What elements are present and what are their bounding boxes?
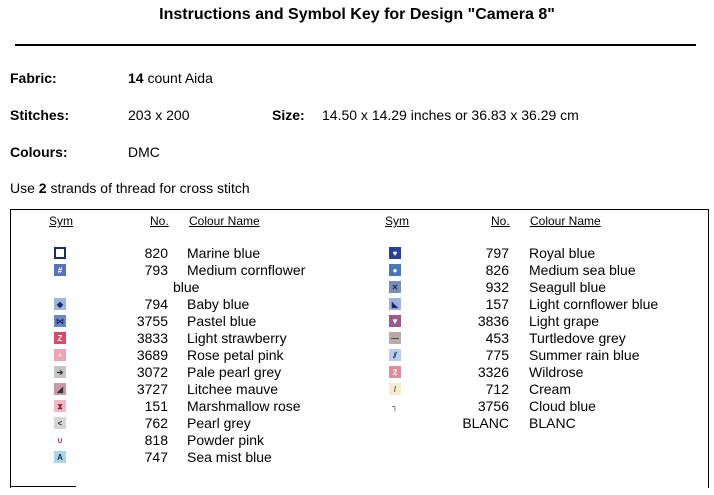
thread-number: 3072 (136, 364, 168, 380)
heart-icon: ♥ (389, 247, 401, 259)
hourglass-icon: ⧗ (54, 400, 66, 412)
thread-number: 157 (485, 296, 509, 312)
header-sym-left: Sym (49, 214, 73, 228)
stitches-label: Stitches: (10, 107, 70, 123)
thread-number: 3756 (477, 398, 509, 414)
thread-number: 3836 (477, 313, 509, 329)
key-row (0, 279, 714, 296)
diamond-icon: ◆ (54, 298, 66, 310)
instruction-note (10, 180, 250, 196)
key-row (0, 415, 714, 432)
table-bottom-rule (10, 486, 76, 487)
colour-name: Light cornflower blue (529, 296, 659, 312)
thread-number: 453 (485, 330, 509, 346)
colour-name: Seagull blue (529, 279, 607, 295)
thread-number: 775 (485, 347, 509, 363)
header-no-right: No. (491, 214, 510, 228)
colour-name: Sea mist blue (187, 449, 272, 465)
key-row (0, 313, 714, 330)
key-row (0, 432, 714, 449)
circle-icon: ● (389, 264, 401, 276)
fabric-type: count Aida (143, 70, 213, 86)
fabric-count: 14 (128, 70, 144, 86)
thread-number: 747 (144, 449, 168, 465)
title-underline (15, 44, 696, 46)
fabric-value (128, 70, 213, 86)
thread-number: 3833 (136, 330, 168, 346)
header-name-left: Colour Name (189, 214, 260, 228)
colour-name: BLANC (529, 415, 576, 431)
key-row (0, 347, 714, 364)
thread-number: 820 (144, 245, 168, 261)
stitches-value: 203 x 200 (128, 107, 190, 123)
header-no-left: No. (150, 214, 169, 228)
thread-number: 151 (144, 398, 168, 414)
dot-icon: • (54, 349, 66, 361)
colour-name: Pale pearl grey (187, 364, 282, 380)
triangle-corner-icon: ◢ (54, 383, 66, 395)
thread-number: 3727 (136, 381, 168, 397)
colour-name: Medium sea blue (529, 262, 636, 278)
note-prefix: Use (10, 180, 39, 196)
colour-name: Medium cornflower (187, 262, 306, 278)
colour-name: Pearl grey (187, 415, 251, 431)
colour-name: Rose petal pink (187, 347, 284, 363)
thread-number: BLANC (462, 415, 509, 431)
colours-label: Colours: (10, 144, 68, 160)
thread-number: 3326 (477, 364, 509, 380)
corner-icon: ┐ (389, 400, 401, 412)
slash-icon: / (389, 383, 401, 395)
thread-number: 797 (485, 245, 509, 261)
thread-number: 3689 (136, 347, 168, 363)
fabric-label (10, 70, 57, 86)
key-row (0, 398, 714, 415)
key-row (0, 449, 714, 466)
header-name-right: Colour Name (530, 214, 601, 228)
colour-name: Marine blue (187, 245, 261, 261)
key-row (0, 330, 714, 347)
dash-icon: — (391, 334, 399, 343)
colour-name: Marshmallow rose (187, 398, 301, 414)
colour-name: Baby blue (187, 296, 250, 312)
key-row (0, 245, 714, 262)
size-value: 14.50 x 14.29 inches or 36.83 x 36.29 cm (322, 107, 579, 123)
u-shape-icon: ∪ (54, 434, 66, 446)
thread-number: 712 (485, 381, 509, 397)
arrow-right-icon: ➔ (54, 366, 66, 378)
thread-number: 818 (144, 432, 168, 448)
colour-name: Cream (529, 381, 572, 397)
key-row (0, 364, 714, 381)
key-row (0, 381, 714, 398)
fabric-label-text: Fabric: (10, 70, 57, 86)
thread-number: 826 (485, 262, 509, 278)
key-row (0, 296, 714, 313)
x-mark-icon: ✕ (389, 281, 401, 293)
colours-value: DMC (128, 144, 160, 160)
less-than-icon: < (54, 417, 66, 429)
two-icon: 2 (389, 366, 401, 378)
size-label: Size: (272, 107, 305, 123)
colour-name: Litchee mauve (187, 381, 279, 397)
key-row (0, 262, 714, 279)
colour-name: Wildrose (529, 364, 584, 380)
triangle-down-icon: ▼ (389, 315, 401, 327)
note-strands: 2 (38, 180, 47, 196)
thread-number: 932 (485, 279, 509, 295)
double-slash-icon: ⫽ (389, 349, 401, 361)
colour-name: Turtledove grey (529, 330, 626, 346)
colour-name: Light strawberry (187, 330, 287, 346)
colour-name: Cloud blue (529, 398, 596, 414)
header-sym-right: Sym (385, 214, 409, 228)
colour-name-wrap: blue (173, 279, 200, 295)
page-title: Instructions and Symbol Key for Design "Camera 8" (159, 6, 555, 23)
colour-name: Summer rain blue (529, 347, 640, 363)
bowtie-icon: ⋈ (56, 317, 64, 326)
triangle-left-icon: ◣ (389, 298, 401, 310)
note-suffix: strands of thread for cross stitch (46, 180, 250, 196)
thread-number: 762 (144, 415, 168, 431)
colour-name: Royal blue (529, 245, 596, 261)
colour-name: Powder pink (187, 432, 265, 448)
blank-icon (389, 417, 401, 429)
thread-number: 794 (144, 296, 168, 312)
hash-icon: # (54, 264, 66, 276)
thread-number: 793 (144, 262, 168, 278)
colour-name: Pastel blue (187, 313, 257, 329)
thread-number: 3755 (136, 313, 168, 329)
colour-name: Light grape (529, 313, 600, 329)
z-letter-icon: Z (54, 332, 66, 344)
a-letter-icon: A (54, 451, 66, 463)
